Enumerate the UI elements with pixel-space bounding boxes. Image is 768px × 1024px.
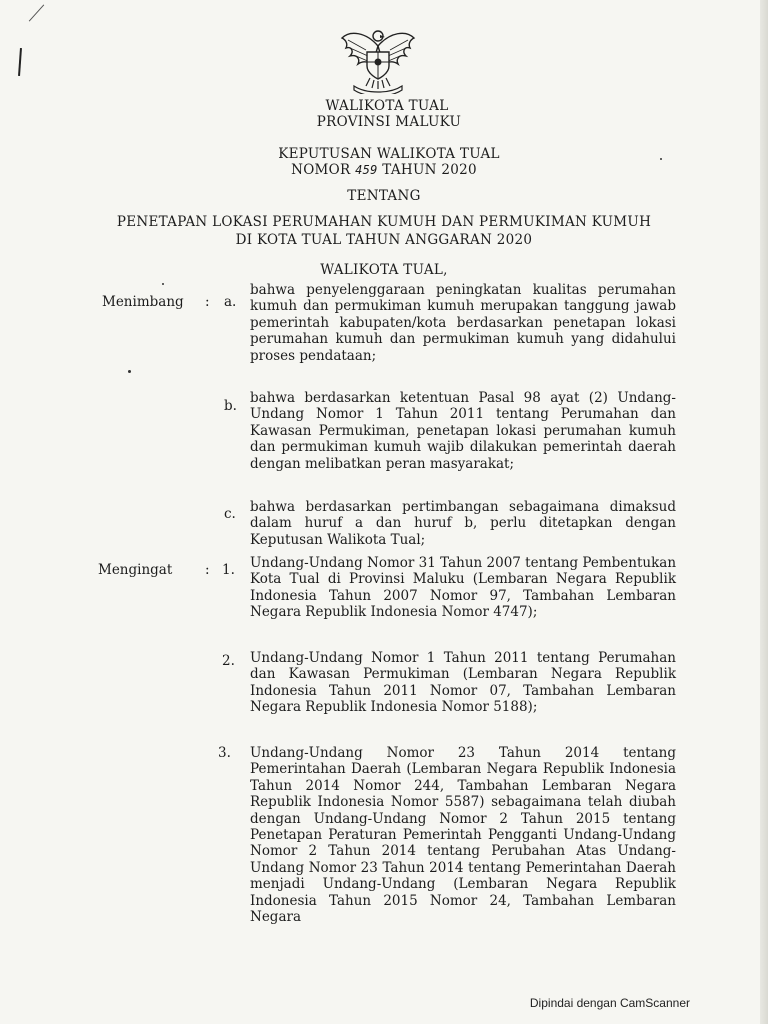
menimbang-colon: : — [205, 294, 210, 310]
garuda-emblem-icon — [336, 24, 420, 94]
subject-line-2: DI KOTA TUAL TAHUN ANGGARAN 2020 — [235, 232, 533, 248]
mengingat-marker-3: 3. — [218, 745, 231, 761]
menimbang-label: Menimbang — [102, 294, 184, 310]
mengingat-marker-2: 2. — [222, 653, 235, 669]
mengingat-item-1: Undang-Undang Nomor 31 Tahun 2007 tentang Pembentukan Kota Tual di Provinsi Maluku (Lembaran Negara Republik Indonesia Tahun 2007 Nomor 97, Tambahan Lembaran Negara Republik Indonesia Nomor 4747); — [250, 555, 677, 621]
mengingat-item-2: Undang-Undang Nomor 1 Tahun 2011 tentang Perumahan dan Kawasan Permukiman (Lembaran Negara Republik Indonesia Tahun 2011 Nomor 07, Tambahan Lembaran Negara Republik Indonesia Nomor 5188); — [250, 650, 676, 716]
decree-year: TAHUN 2020 — [382, 162, 477, 178]
number-prefix: NOMOR — [291, 162, 351, 178]
pen-mark — [29, 4, 44, 21]
scan-dot — [128, 370, 131, 373]
mengingat-label: Mengingat — [98, 562, 173, 578]
mengingat-item-3: Undang-Undang Nomor 23 Tahun 2014 tentang Pemerintahan Daerah (Lembaran Negara Republik Indonesia Tahun 2014 Nomor 244, Tambahan Lembaran Negara Republik Indonesia Nomor 5587) sebagaimana telah diubah dengan Undang-Undang Nomor 2 Tahun 2015 tentang Penetapan Peraturan Pemerintah Pengganti Undang-Undang Nomor 2 Tahun 2014 tentang Perubahan Atas Undang-Undang Nomor 23 Tahun 2014 tentang Pemerintahan Daerah menjadi Undang-Undang (Lembaran Negara Republik Indonesia Tahun 2015 Nomor 24, Tambahan Lembaran Negara — [250, 745, 676, 926]
menimbang-item-b: bahwa berdasarkan ketentuan Pasal 98 ayat (2) Undang-Undang Nomor 1 Tahun 2011 tentang Perumahan dan Kawasan Permukiman, penetapan lokasi perumahan kumuh dan permukiman kumuh wajib dilakukan pemerintah daerah dengan melibatkan peran masyarakat; — [250, 390, 676, 472]
decree-title: KEPUTUSAN WALIKOTA TUAL — [278, 146, 500, 162]
about-heading: TENTANG — [347, 188, 421, 204]
mengingat-colon: : — [205, 562, 210, 578]
subject-line-1: PENETAPAN LOKASI PERUMAHAN KUMUH DAN PERMUKIMAN KUMUH — [116, 214, 652, 230]
scan-dot — [162, 283, 164, 285]
office-title: WALIKOTA TUAL — [325, 98, 449, 114]
decree-number: 459 — [355, 163, 378, 177]
mengingat-marker-1: 1. — [222, 562, 235, 578]
menimbang-marker-b: b. — [224, 398, 237, 414]
scanner-watermark: Dipindai dengan CamScanner — [529, 996, 690, 1010]
menimbang-item-c: bahwa berdasarkan pertimbangan sebagaimana dimaksud dalam huruf a dan huruf b, perlu ditetapkan dengan Keputusan Walikota Tual; — [250, 499, 676, 548]
province-title: PROVINSI MALUKU — [316, 114, 462, 130]
menimbang-item-a: bahwa penyelenggaraan peningkatan kualitas perumahan kumuh dan permukiman kumuh merupakan tanggung jawab pemerintah kabupaten/kota berdasarkan penetapan lokasi perumahan kumuh dan permukiman kumuh yang didahului proses pendataan; — [250, 282, 676, 364]
menimbang-marker-a: a. — [224, 294, 237, 310]
pen-mark — [18, 48, 22, 76]
issuer-line: WALIKOTA TUAL, — [320, 262, 448, 278]
menimbang-marker-c: c. — [224, 506, 236, 522]
decree-number-line — [0, 162, 768, 178]
